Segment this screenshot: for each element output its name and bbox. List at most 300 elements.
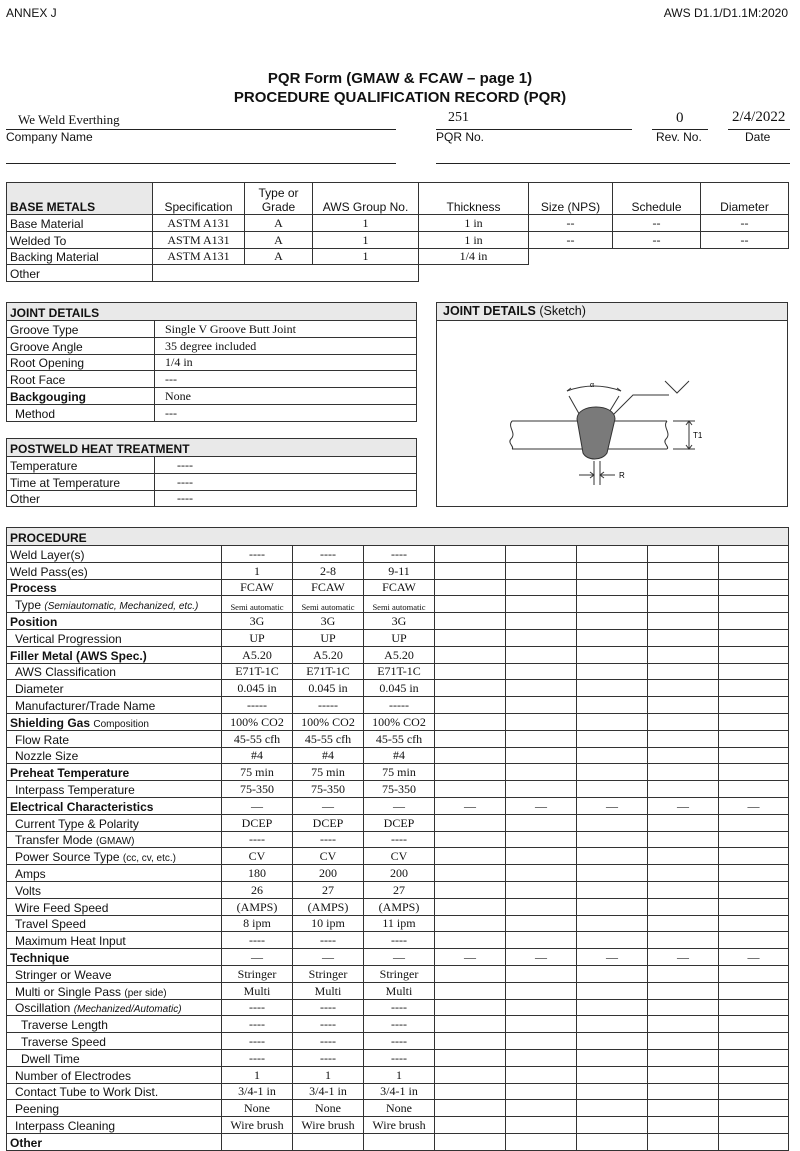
procedure-value-cell[interactable]: 1 — [293, 1066, 364, 1083]
procedure-value-cell[interactable] — [719, 965, 789, 982]
procedure-value-cell[interactable] — [506, 730, 577, 747]
procedure-value-cell[interactable] — [648, 1133, 719, 1150]
procedure-value-cell[interactable] — [577, 999, 648, 1016]
procedure-value-cell[interactable]: — — [648, 797, 719, 814]
procedure-value-cell[interactable]: ---- — [222, 831, 293, 848]
procedure-value-cell[interactable]: Wire brush — [293, 1117, 364, 1134]
procedure-value-cell[interactable]: 0.045 in — [293, 680, 364, 697]
procedure-value-cell[interactable] — [719, 999, 789, 1016]
procedure-value-cell[interactable]: Wire brush — [364, 1117, 435, 1134]
procedure-value-cell[interactable] — [648, 629, 719, 646]
procedure-value-cell[interactable] — [648, 1033, 719, 1050]
procedure-value-cell[interactable]: ---- — [364, 831, 435, 848]
procedure-value-cell[interactable]: ---- — [293, 999, 364, 1016]
cell-pwht-time[interactable]: ---- — [155, 473, 417, 490]
procedure-value-cell[interactable]: ---- — [364, 1049, 435, 1066]
cell-pwht-temperature[interactable]: ---- — [155, 457, 417, 474]
procedure-value-cell[interactable]: (AMPS) — [222, 898, 293, 915]
procedure-value-cell[interactable] — [435, 932, 506, 949]
procedure-value-cell[interactable] — [435, 1117, 506, 1134]
procedure-value-cell[interactable] — [506, 965, 577, 982]
procedure-value-cell[interactable]: 100% CO2 — [293, 713, 364, 730]
procedure-value-cell[interactable]: 180 — [222, 865, 293, 882]
procedure-value-cell[interactable]: #4 — [293, 747, 364, 764]
secondary-info-line[interactable] — [436, 146, 790, 164]
procedure-value-cell[interactable] — [506, 1066, 577, 1083]
procedure-value-cell[interactable] — [719, 898, 789, 915]
procedure-value-cell[interactable] — [719, 1117, 789, 1134]
procedure-value-cell[interactable] — [648, 915, 719, 932]
procedure-value-cell[interactable]: 45-55 cfh — [222, 730, 293, 747]
procedure-value-cell[interactable] — [648, 831, 719, 848]
procedure-value-cell[interactable] — [719, 831, 789, 848]
procedure-value-cell[interactable] — [719, 579, 789, 596]
procedure-value-cell[interactable] — [506, 747, 577, 764]
procedure-value-cell[interactable] — [577, 982, 648, 999]
procedure-value-cell[interactable] — [577, 596, 648, 613]
procedure-value-cell[interactable]: ----- — [293, 697, 364, 714]
procedure-value-cell[interactable] — [648, 1066, 719, 1083]
procedure-value-cell[interactable]: FCAW — [364, 579, 435, 596]
procedure-value-cell[interactable] — [719, 629, 789, 646]
procedure-value-cell[interactable] — [364, 1133, 435, 1150]
procedure-value-cell[interactable]: 3G — [293, 613, 364, 630]
procedure-value-cell[interactable] — [648, 1083, 719, 1100]
procedure-value-cell[interactable]: Stringer — [222, 965, 293, 982]
procedure-value-cell[interactable] — [719, 546, 789, 563]
procedure-value-cell[interactable]: ---- — [222, 1016, 293, 1033]
procedure-value-cell[interactable] — [506, 932, 577, 949]
procedure-value-cell[interactable] — [577, 613, 648, 630]
procedure-value-cell[interactable] — [435, 881, 506, 898]
procedure-value-cell[interactable] — [648, 596, 719, 613]
procedure-value-cell[interactable]: 9-11 — [364, 562, 435, 579]
procedure-value-cell[interactable] — [648, 680, 719, 697]
procedure-value-cell[interactable] — [648, 1100, 719, 1117]
procedure-value-cell[interactable] — [506, 1133, 577, 1150]
procedure-value-cell[interactable]: DCEP — [222, 814, 293, 831]
procedure-value-cell[interactable]: #4 — [364, 747, 435, 764]
procedure-value-cell[interactable] — [435, 848, 506, 865]
procedure-value-cell[interactable] — [719, 1049, 789, 1066]
procedure-value-cell[interactable] — [577, 546, 648, 563]
procedure-value-cell[interactable]: UP — [222, 629, 293, 646]
procedure-value-cell[interactable] — [719, 730, 789, 747]
procedure-value-cell[interactable]: ---- — [293, 1016, 364, 1033]
procedure-value-cell[interactable]: Semi automatic — [364, 596, 435, 613]
cell-schedule[interactable]: -- — [613, 231, 701, 248]
procedure-value-cell[interactable]: — — [293, 797, 364, 814]
procedure-value-cell[interactable] — [435, 915, 506, 932]
cell-backgouging[interactable]: None — [155, 388, 417, 405]
procedure-value-cell[interactable] — [506, 915, 577, 932]
procedure-value-cell[interactable] — [577, 865, 648, 882]
procedure-value-cell[interactable] — [577, 898, 648, 915]
procedure-value-cell[interactable]: CV — [364, 848, 435, 865]
procedure-value-cell[interactable] — [577, 562, 648, 579]
procedure-value-cell[interactable] — [506, 596, 577, 613]
procedure-value-cell[interactable] — [648, 881, 719, 898]
procedure-value-cell[interactable]: — — [577, 797, 648, 814]
cell-other[interactable] — [153, 265, 419, 282]
procedure-value-cell[interactable]: FCAW — [222, 579, 293, 596]
procedure-value-cell[interactable] — [506, 865, 577, 882]
procedure-value-cell[interactable] — [648, 898, 719, 915]
procedure-value-cell[interactable]: — — [506, 797, 577, 814]
procedure-value-cell[interactable]: ---- — [293, 1049, 364, 1066]
procedure-value-cell[interactable]: — — [293, 949, 364, 966]
procedure-value-cell[interactable] — [719, 1033, 789, 1050]
procedure-value-cell[interactable] — [435, 1083, 506, 1100]
cell-grade[interactable]: A — [245, 215, 313, 232]
procedure-value-cell[interactable] — [719, 865, 789, 882]
cell-diameter[interactable]: -- — [701, 231, 789, 248]
procedure-value-cell[interactable] — [648, 730, 719, 747]
procedure-value-cell[interactable]: 1 — [222, 562, 293, 579]
cell-pwht-other[interactable]: ---- — [155, 490, 417, 507]
procedure-value-cell[interactable]: ---- — [293, 1033, 364, 1050]
procedure-value-cell[interactable] — [506, 1117, 577, 1134]
procedure-value-cell[interactable] — [577, 697, 648, 714]
procedure-value-cell[interactable] — [435, 1016, 506, 1033]
procedure-value-cell[interactable] — [648, 747, 719, 764]
procedure-value-cell[interactable]: 0.045 in — [364, 680, 435, 697]
procedure-value-cell[interactable] — [719, 881, 789, 898]
procedure-value-cell[interactable]: UP — [293, 629, 364, 646]
cell-thickness[interactable]: 1 in — [419, 231, 529, 248]
procedure-value-cell[interactable]: 200 — [293, 865, 364, 882]
procedure-value-cell[interactable] — [719, 1100, 789, 1117]
pqr-no-field[interactable] — [436, 108, 632, 130]
procedure-value-cell[interactable] — [435, 646, 506, 663]
procedure-value-cell[interactable]: None — [293, 1100, 364, 1117]
procedure-value-cell[interactable]: — — [506, 949, 577, 966]
procedure-value-cell[interactable] — [577, 1033, 648, 1050]
procedure-value-cell[interactable] — [648, 579, 719, 596]
procedure-value-cell[interactable] — [648, 1117, 719, 1134]
procedure-value-cell[interactable] — [577, 1049, 648, 1066]
cell-grade[interactable]: A — [245, 231, 313, 248]
procedure-value-cell[interactable]: — — [364, 949, 435, 966]
procedure-value-cell[interactable] — [577, 965, 648, 982]
procedure-value-cell[interactable] — [435, 1133, 506, 1150]
procedure-value-cell[interactable] — [648, 697, 719, 714]
procedure-value-cell[interactable] — [506, 613, 577, 630]
procedure-value-cell[interactable] — [577, 814, 648, 831]
procedure-value-cell[interactable] — [719, 1066, 789, 1083]
cell-size[interactable]: -- — [529, 215, 613, 232]
procedure-value-cell[interactable] — [648, 999, 719, 1016]
procedure-value-cell[interactable] — [435, 1049, 506, 1066]
procedure-value-cell[interactable]: ---- — [293, 546, 364, 563]
procedure-value-cell[interactable] — [435, 764, 506, 781]
procedure-value-cell[interactable] — [506, 982, 577, 999]
procedure-value-cell[interactable]: 75-350 — [293, 781, 364, 798]
procedure-value-cell[interactable] — [577, 680, 648, 697]
procedure-value-cell[interactable]: None — [364, 1100, 435, 1117]
procedure-value-cell[interactable]: ---- — [364, 932, 435, 949]
procedure-value-cell[interactable]: Stringer — [293, 965, 364, 982]
procedure-value-cell[interactable]: CV — [293, 848, 364, 865]
procedure-value-cell[interactable] — [506, 764, 577, 781]
procedure-value-cell[interactable]: ---- — [222, 999, 293, 1016]
procedure-value-cell[interactable] — [506, 1016, 577, 1033]
procedure-value-cell[interactable] — [719, 814, 789, 831]
procedure-value-cell[interactable] — [577, 579, 648, 596]
procedure-value-cell[interactable] — [719, 663, 789, 680]
procedure-value-cell[interactable] — [577, 730, 648, 747]
procedure-value-cell[interactable]: ----- — [364, 697, 435, 714]
procedure-value-cell[interactable] — [577, 646, 648, 663]
procedure-value-cell[interactable] — [648, 814, 719, 831]
procedure-value-cell[interactable]: — — [222, 949, 293, 966]
procedure-value-cell[interactable] — [506, 831, 577, 848]
procedure-value-cell[interactable] — [435, 1066, 506, 1083]
procedure-value-cell[interactable] — [293, 1133, 364, 1150]
cell-thickness[interactable]: 1/4 in — [419, 248, 529, 265]
procedure-value-cell[interactable]: (AMPS) — [364, 898, 435, 915]
procedure-value-cell[interactable] — [719, 596, 789, 613]
procedure-value-cell[interactable]: 27 — [293, 881, 364, 898]
procedure-value-cell[interactable]: 26 — [222, 881, 293, 898]
procedure-value-cell[interactable] — [435, 965, 506, 982]
procedure-value-cell[interactable]: 11 ipm — [364, 915, 435, 932]
procedure-value-cell[interactable]: 100% CO2 — [222, 713, 293, 730]
cell-spec[interactable]: ASTM A131 — [153, 248, 245, 265]
procedure-value-cell[interactable] — [577, 713, 648, 730]
procedure-value-cell[interactable]: 75 min — [364, 764, 435, 781]
procedure-value-cell[interactable] — [506, 663, 577, 680]
procedure-value-cell[interactable] — [719, 680, 789, 697]
procedure-value-cell[interactable] — [506, 814, 577, 831]
cell-grade[interactable]: A — [245, 248, 313, 265]
procedure-value-cell[interactable] — [506, 713, 577, 730]
procedure-value-cell[interactable] — [506, 562, 577, 579]
procedure-value-cell[interactable]: 45-55 cfh — [293, 730, 364, 747]
procedure-value-cell[interactable]: ---- — [364, 1033, 435, 1050]
procedure-value-cell[interactable]: Multi — [293, 982, 364, 999]
company-address-line[interactable] — [6, 146, 396, 164]
procedure-value-cell[interactable]: DCEP — [364, 814, 435, 831]
procedure-value-cell[interactable] — [648, 613, 719, 630]
procedure-value-cell[interactable] — [222, 1133, 293, 1150]
procedure-value-cell[interactable]: DCEP — [293, 814, 364, 831]
procedure-value-cell[interactable] — [435, 680, 506, 697]
procedure-value-cell[interactable] — [648, 982, 719, 999]
procedure-value-cell[interactable]: ---- — [222, 1033, 293, 1050]
procedure-value-cell[interactable] — [648, 781, 719, 798]
procedure-value-cell[interactable] — [648, 865, 719, 882]
procedure-value-cell[interactable]: 0.045 in — [222, 680, 293, 697]
procedure-value-cell[interactable] — [435, 596, 506, 613]
procedure-value-cell[interactable] — [577, 915, 648, 932]
procedure-value-cell[interactable] — [577, 781, 648, 798]
procedure-value-cell[interactable] — [506, 1033, 577, 1050]
procedure-value-cell[interactable]: 2-8 — [293, 562, 364, 579]
procedure-value-cell[interactable]: None — [222, 1100, 293, 1117]
procedure-value-cell[interactable]: CV — [222, 848, 293, 865]
procedure-value-cell[interactable]: E71T-1C — [222, 663, 293, 680]
procedure-value-cell[interactable] — [506, 680, 577, 697]
procedure-value-cell[interactable] — [577, 764, 648, 781]
procedure-value-cell[interactable]: ---- — [293, 932, 364, 949]
procedure-value-cell[interactable] — [435, 713, 506, 730]
procedure-value-cell[interactable] — [435, 1100, 506, 1117]
procedure-value-cell[interactable]: ---- — [222, 932, 293, 949]
procedure-value-cell[interactable]: A5.20 — [222, 646, 293, 663]
procedure-value-cell[interactable]: 75-350 — [364, 781, 435, 798]
procedure-value-cell[interactable] — [648, 965, 719, 982]
procedure-value-cell[interactable] — [577, 747, 648, 764]
procedure-value-cell[interactable] — [506, 881, 577, 898]
procedure-value-cell[interactable]: ---- — [364, 546, 435, 563]
procedure-value-cell[interactable] — [435, 898, 506, 915]
procedure-value-cell[interactable] — [719, 713, 789, 730]
procedure-value-cell[interactable]: — — [719, 949, 789, 966]
cell-spec[interactable]: ASTM A131 — [153, 231, 245, 248]
procedure-value-cell[interactable] — [506, 1083, 577, 1100]
procedure-value-cell[interactable] — [577, 932, 648, 949]
procedure-value-cell[interactable] — [719, 1016, 789, 1033]
cell-root-opening[interactable]: 1/4 in — [155, 354, 417, 371]
cell-diameter[interactable]: -- — [701, 215, 789, 232]
procedure-value-cell[interactable]: 1 — [364, 1066, 435, 1083]
procedure-value-cell[interactable] — [719, 932, 789, 949]
procedure-value-cell[interactable] — [577, 848, 648, 865]
procedure-value-cell[interactable] — [435, 747, 506, 764]
procedure-value-cell[interactable] — [648, 932, 719, 949]
rev-no-field[interactable] — [652, 108, 708, 130]
procedure-value-cell[interactable] — [648, 663, 719, 680]
procedure-value-cell[interactable] — [648, 546, 719, 563]
procedure-value-cell[interactable] — [719, 781, 789, 798]
procedure-value-cell[interactable] — [577, 1016, 648, 1033]
procedure-value-cell[interactable] — [648, 764, 719, 781]
procedure-value-cell[interactable]: 1 — [222, 1066, 293, 1083]
procedure-value-cell[interactable] — [577, 629, 648, 646]
procedure-value-cell[interactable]: ---- — [364, 999, 435, 1016]
procedure-value-cell[interactable] — [506, 1100, 577, 1117]
procedure-value-cell[interactable] — [577, 831, 648, 848]
procedure-value-cell[interactable] — [506, 1049, 577, 1066]
procedure-value-cell[interactable]: Semi automatic — [293, 596, 364, 613]
procedure-value-cell[interactable] — [506, 781, 577, 798]
procedure-value-cell[interactable] — [577, 1100, 648, 1117]
procedure-value-cell[interactable] — [719, 697, 789, 714]
cell-groove-angle[interactable]: 35 degree included — [155, 337, 417, 354]
procedure-value-cell[interactable]: 200 — [364, 865, 435, 882]
procedure-value-cell[interactable]: A5.20 — [364, 646, 435, 663]
procedure-value-cell[interactable] — [435, 831, 506, 848]
procedure-value-cell[interactable]: (AMPS) — [293, 898, 364, 915]
procedure-value-cell[interactable]: 45-55 cfh — [364, 730, 435, 747]
procedure-value-cell[interactable]: ---- — [293, 831, 364, 848]
procedure-value-cell[interactable]: — — [222, 797, 293, 814]
procedure-value-cell[interactable] — [435, 613, 506, 630]
procedure-value-cell[interactable]: A5.20 — [293, 646, 364, 663]
procedure-value-cell[interactable]: ---- — [364, 1016, 435, 1033]
procedure-value-cell[interactable]: 3/4-1 in — [222, 1083, 293, 1100]
procedure-value-cell[interactable]: UP — [364, 629, 435, 646]
procedure-value-cell[interactable]: — — [719, 797, 789, 814]
procedure-value-cell[interactable] — [506, 546, 577, 563]
procedure-value-cell[interactable]: 27 — [364, 881, 435, 898]
cell-method[interactable]: --- — [155, 404, 417, 421]
cell-spec[interactable]: ASTM A131 — [153, 215, 245, 232]
procedure-value-cell[interactable]: 3G — [364, 613, 435, 630]
procedure-value-cell[interactable]: ---- — [222, 1049, 293, 1066]
procedure-value-cell[interactable] — [648, 562, 719, 579]
procedure-value-cell[interactable]: 3/4-1 in — [293, 1083, 364, 1100]
procedure-value-cell[interactable] — [648, 713, 719, 730]
cell-thickness[interactable]: 1 in — [419, 215, 529, 232]
procedure-value-cell[interactable] — [719, 747, 789, 764]
procedure-value-cell[interactable] — [506, 579, 577, 596]
procedure-value-cell[interactable] — [577, 1117, 648, 1134]
procedure-value-cell[interactable] — [719, 562, 789, 579]
procedure-value-cell[interactable] — [648, 646, 719, 663]
procedure-value-cell[interactable] — [719, 915, 789, 932]
procedure-value-cell[interactable]: — — [577, 949, 648, 966]
procedure-value-cell[interactable] — [506, 999, 577, 1016]
procedure-value-cell[interactable] — [435, 562, 506, 579]
procedure-value-cell[interactable] — [506, 646, 577, 663]
procedure-value-cell[interactable]: 10 ipm — [293, 915, 364, 932]
procedure-value-cell[interactable]: ----- — [222, 697, 293, 714]
procedure-value-cell[interactable] — [648, 848, 719, 865]
procedure-value-cell[interactable]: 3/4-1 in — [364, 1083, 435, 1100]
cell-group[interactable]: 1 — [313, 231, 419, 248]
procedure-value-cell[interactable] — [435, 629, 506, 646]
procedure-value-cell[interactable] — [435, 663, 506, 680]
procedure-value-cell[interactable]: Stringer — [364, 965, 435, 982]
procedure-value-cell[interactable] — [719, 1083, 789, 1100]
procedure-value-cell[interactable] — [435, 730, 506, 747]
date-field[interactable] — [728, 108, 790, 130]
procedure-value-cell[interactable] — [435, 1033, 506, 1050]
cell-size[interactable]: -- — [529, 231, 613, 248]
procedure-value-cell[interactable]: 8 ipm — [222, 915, 293, 932]
cell-root-face[interactable]: --- — [155, 371, 417, 388]
procedure-value-cell[interactable] — [506, 898, 577, 915]
procedure-value-cell[interactable] — [577, 1066, 648, 1083]
procedure-value-cell[interactable] — [719, 646, 789, 663]
procedure-value-cell[interactable]: Multi — [222, 982, 293, 999]
procedure-value-cell[interactable]: 100% CO2 — [364, 713, 435, 730]
procedure-value-cell[interactable] — [435, 579, 506, 596]
procedure-value-cell[interactable]: — — [648, 949, 719, 966]
procedure-value-cell[interactable] — [506, 848, 577, 865]
procedure-value-cell[interactable] — [577, 663, 648, 680]
procedure-value-cell[interactable]: E71T-1C — [364, 663, 435, 680]
procedure-value-cell[interactable] — [719, 1133, 789, 1150]
procedure-value-cell[interactable]: Wire brush — [222, 1117, 293, 1134]
procedure-value-cell[interactable]: FCAW — [293, 579, 364, 596]
cell-group[interactable]: 1 — [313, 248, 419, 265]
procedure-value-cell[interactable]: E71T-1C — [293, 663, 364, 680]
company-name-field[interactable] — [6, 108, 396, 130]
procedure-value-cell[interactable]: Multi — [364, 982, 435, 999]
procedure-value-cell[interactable] — [435, 982, 506, 999]
procedure-value-cell[interactable] — [435, 546, 506, 563]
procedure-value-cell[interactable] — [648, 1016, 719, 1033]
procedure-value-cell[interactable]: 3G — [222, 613, 293, 630]
procedure-value-cell[interactable] — [435, 814, 506, 831]
procedure-value-cell[interactable] — [506, 697, 577, 714]
procedure-value-cell[interactable] — [435, 697, 506, 714]
procedure-value-cell[interactable]: 75 min — [222, 764, 293, 781]
procedure-value-cell[interactable]: ---- — [222, 546, 293, 563]
